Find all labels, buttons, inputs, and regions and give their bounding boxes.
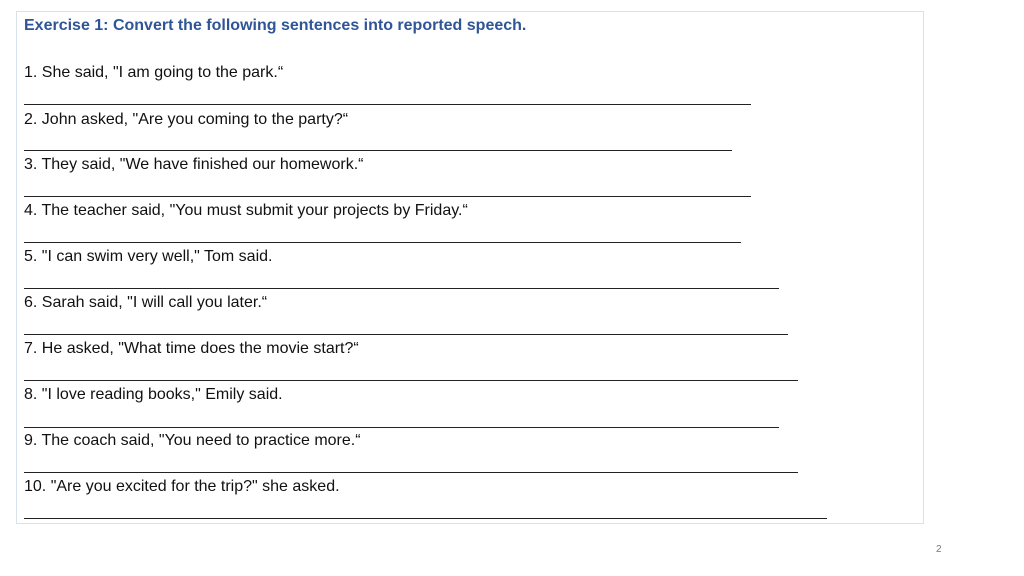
answer-line-7[interactable] — [24, 380, 798, 381]
answer-line-3[interactable] — [24, 196, 751, 197]
question-3: 3. They said, "We have finished our homework.“ — [24, 156, 364, 173]
question-7: 7. He asked, "What time does the movie start?“ — [24, 340, 359, 357]
question-2: 2. John asked, "Are you coming to the party?“ — [24, 111, 349, 128]
question-8: 8. "I love reading books," Emily said. — [24, 386, 283, 403]
answer-line-10[interactable] — [24, 518, 827, 519]
answer-line-1[interactable] — [24, 104, 751, 105]
question-6: 6. Sarah said, "I will call you later.“ — [24, 294, 268, 311]
answer-line-8[interactable] — [24, 427, 779, 428]
answer-line-2[interactable] — [24, 150, 732, 151]
answer-line-6[interactable] — [24, 334, 788, 335]
answer-line-9[interactable] — [24, 472, 798, 473]
page-number: 2 — [936, 544, 942, 555]
question-4: 4. The teacher said, "You must submit your projects by Friday.“ — [24, 202, 468, 219]
answer-line-5[interactable] — [24, 288, 779, 289]
question-1: 1. She said, "I am going to the park.“ — [24, 64, 284, 81]
question-5: 5. "I can swim very well," Tom said. — [24, 248, 273, 265]
question-9: 9. The coach said, "You need to practice more.“ — [24, 432, 361, 449]
exercise-title: Exercise 1: Convert the following sentences into reported speech. — [24, 17, 527, 34]
answer-line-4[interactable] — [24, 242, 741, 243]
question-10: 10. "Are you excited for the trip?" she asked. — [24, 478, 340, 495]
